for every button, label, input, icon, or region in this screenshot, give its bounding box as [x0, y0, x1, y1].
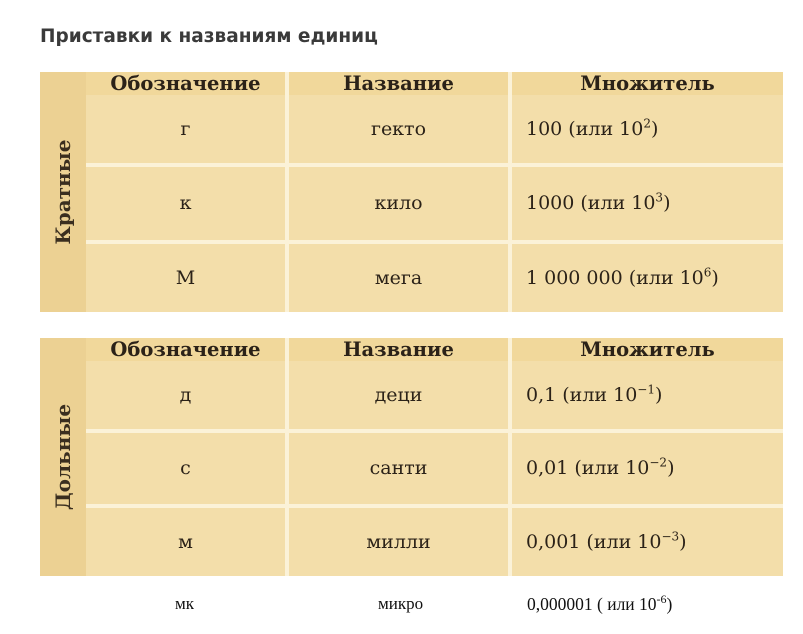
- multiples-table: [40, 72, 783, 312]
- submultiples-grid: [86, 338, 783, 576]
- header-name: Название: [287, 338, 510, 361]
- prefix-symbol: к: [86, 165, 287, 241]
- multiplier-exponent: 3: [655, 191, 664, 206]
- table-row: [86, 506, 783, 576]
- multiples-side-band: [40, 72, 86, 312]
- multiplier-exponent: 2: [643, 116, 651, 131]
- submultiples-label: Дольные: [51, 403, 75, 511]
- prefix-name: деци: [287, 361, 510, 431]
- prefix-multiplier: [510, 361, 783, 431]
- extra-prefix-symbol: мк: [175, 594, 195, 613]
- multiplier-text: 0,1 (или 10: [526, 383, 638, 406]
- header-multiplier: Множитель: [510, 338, 783, 361]
- prefix-multiplier: [510, 95, 783, 165]
- prefix-multiplier: [510, 506, 783, 576]
- multiplier-close: ): [679, 531, 687, 554]
- multiplier-close: ): [667, 457, 675, 480]
- prefix-name: гекто: [287, 95, 510, 165]
- table-row: [86, 95, 783, 165]
- header-row: [86, 338, 783, 361]
- multiplier-text: 0,000001 ( или 10: [527, 594, 657, 614]
- header-row: [86, 72, 783, 95]
- header-name: Название: [287, 72, 510, 95]
- table-row: [86, 165, 783, 241]
- header-symbol: Обозначение: [110, 72, 261, 95]
- multiplier-close: ): [666, 594, 673, 614]
- multiplier-text: 1 000 000 (или 10: [526, 266, 704, 289]
- multiplier-text: 1000 (или 10: [526, 192, 656, 215]
- header-symbol: Обозначение: [110, 338, 261, 361]
- header-multiplier: Множитель: [510, 72, 783, 95]
- multiplier-exponent: −3: [661, 529, 680, 544]
- table-row: [86, 431, 783, 507]
- multiplier-text: 100 (или 10: [526, 118, 644, 141]
- prefix-multiplier: [510, 165, 783, 241]
- prefix-symbol: с: [86, 431, 287, 507]
- prefix-multiplier: [510, 431, 783, 507]
- prefix-symbol: м: [86, 506, 287, 576]
- prefix-name: санти: [287, 431, 510, 507]
- prefix-name: кило: [287, 165, 510, 241]
- table-row: [86, 361, 783, 431]
- submultiples-side-band: [40, 338, 86, 576]
- prefix-name: мега: [287, 242, 510, 312]
- multiplier-exponent: −1: [637, 382, 655, 397]
- multiples-grid: [86, 72, 783, 312]
- prefix-symbol: д: [179, 383, 192, 406]
- submultiples-table: [40, 338, 783, 576]
- multiplier-close: ): [655, 383, 663, 406]
- page-title: Приставки к названиям единиц: [40, 26, 378, 47]
- multiplier-close: ): [711, 266, 719, 289]
- multiplier-text: 0,001 (или 10: [526, 531, 662, 554]
- prefix-multiplier: [510, 242, 783, 312]
- extra-prefix-multiplier: [527, 594, 672, 615]
- multiplier-exponent: -6: [656, 592, 667, 607]
- multiples-label: Кратные: [51, 139, 75, 245]
- table-row: [86, 242, 783, 312]
- multiplier-exponent: −2: [649, 456, 668, 471]
- multiplier-text: 0,01 (или 10: [526, 457, 650, 480]
- extra-prefix-name: микро: [378, 594, 424, 613]
- multiplier-exponent: 6: [703, 265, 712, 280]
- prefix-symbol: М: [86, 242, 287, 312]
- prefix-name: милли: [287, 506, 510, 576]
- multiplier-close: ): [650, 118, 659, 141]
- prefix-symbol: г: [180, 118, 191, 141]
- multiplier-close: ): [663, 192, 671, 215]
